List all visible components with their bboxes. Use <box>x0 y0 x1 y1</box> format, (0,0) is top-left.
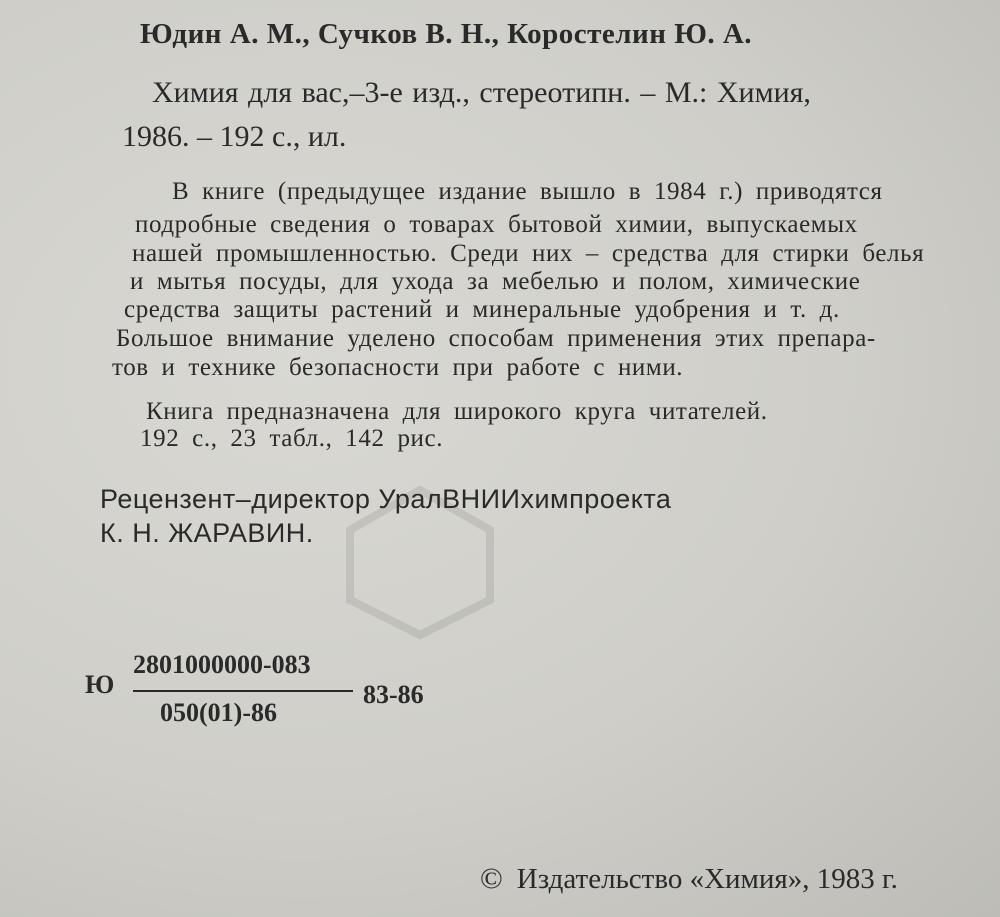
reviewer-title: Рецензент–директор УралВНИИхимпроекта <box>100 484 672 514</box>
abstract-line: и мытья посуды, для ухода за мебелью и полом, химические <box>130 268 861 295</box>
authors-heading: Юдин А. М., Сучков В. Н., Коростелин Ю. А. <box>140 18 753 50</box>
abstract-line: тов и технике безопасности при работе с ними. <box>112 354 684 381</box>
catalog-suffix: 83-86 <box>363 680 424 709</box>
catalog-code <box>85 650 445 740</box>
bibliographic-line-1: Химия для вас,–3-е изд., стереотипн. – М.: Химия, <box>152 76 811 109</box>
catalog-prefix: Ю <box>85 670 115 699</box>
abstract-line: нашей промышленностью. Среди них – средства для стирки белья <box>132 240 925 267</box>
copyright-icon: © <box>480 862 503 895</box>
audience-line: Книга предназначена для широкого круга читателей. <box>146 398 768 425</box>
stats-line: 192 с., 23 табл., 142 рис. <box>140 425 444 452</box>
fraction-bar <box>133 690 353 692</box>
catalog-denominator: 050(01)-86 <box>160 698 277 727</box>
bibliographic-line-2: 1986. – 192 с., ил. <box>122 120 347 153</box>
copyright-text: Издательство «Химия», 1983 г. <box>516 863 898 895</box>
abstract-line: подробные сведения о товарах бытовой химии, выпускаемых <box>135 211 858 238</box>
catalog-numerator: 2801000000-083 <box>133 650 311 679</box>
abstract-line: Большое внимание уделено способам применения этих препара- <box>116 325 876 352</box>
abstract-line: средства защиты растений и минеральные удобрения и т. д. <box>124 296 840 323</box>
reviewer-name: К. Н. ЖАРАВИН. <box>100 518 314 548</box>
abstract-line: В книге (предыдущее издание вышло в 1984 г.) приводятся <box>172 178 883 205</box>
copyright-line <box>480 862 898 896</box>
